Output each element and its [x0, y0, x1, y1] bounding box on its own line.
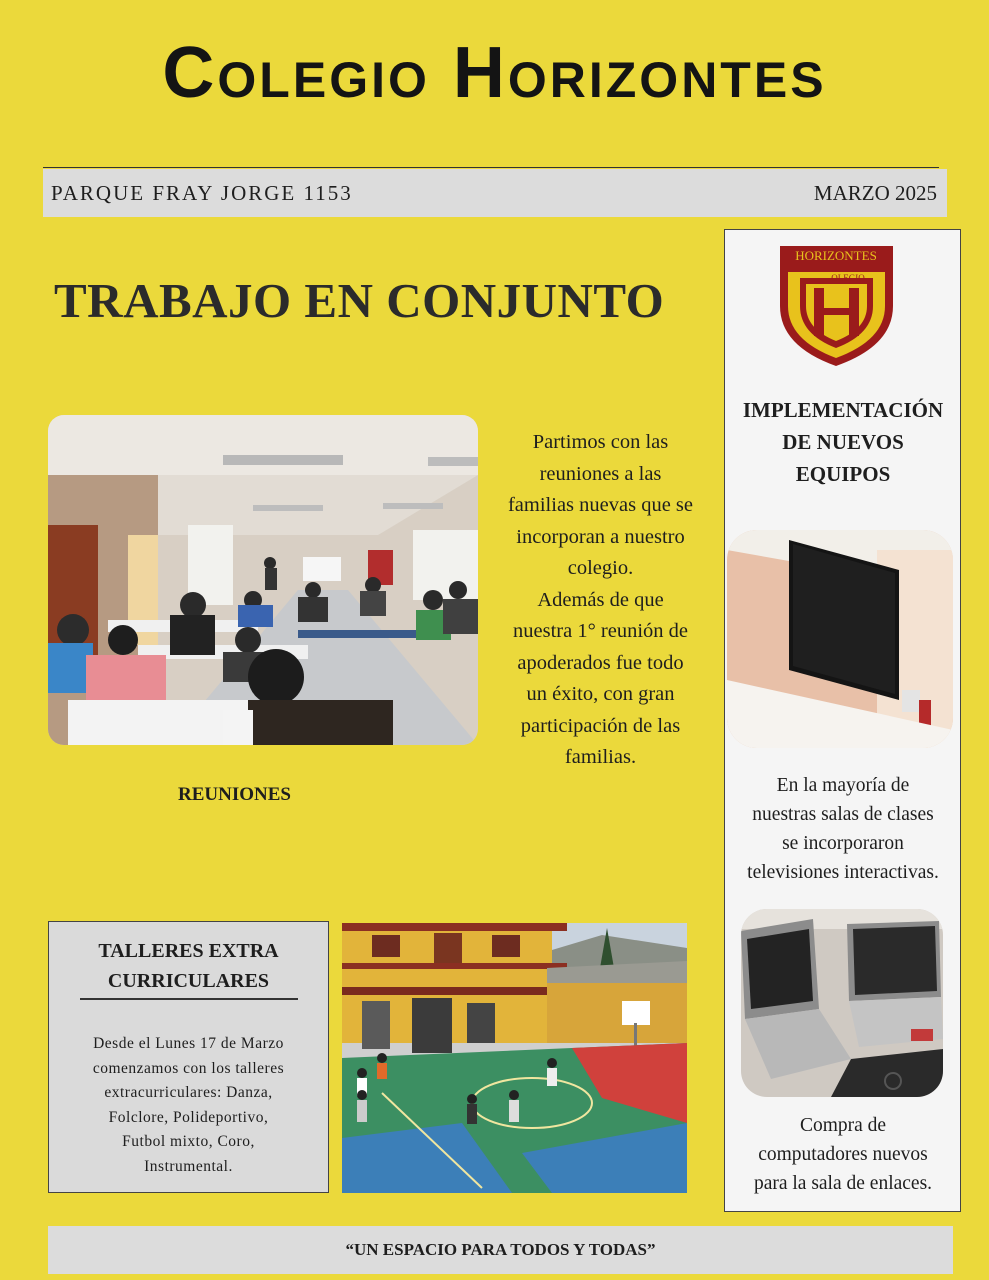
- interactive-tv-photo: [727, 530, 953, 748]
- text-line: familias nuevas que se: [507, 494, 693, 516]
- school-address: PARQUE FRAY JORGE 1153: [51, 180, 353, 205]
- computers-description: [725, 1111, 961, 1198]
- text-line: se incorporaron: [782, 833, 904, 854]
- text-line: para la sala de enlaces.: [753, 1173, 933, 1194]
- schoolyard-photo: [342, 923, 687, 1193]
- text-line: Instrumental.: [144, 1157, 233, 1175]
- photo-caption: REUNIONES: [178, 784, 291, 805]
- laptops-photo: [741, 909, 943, 1097]
- text-line: Partimos con las: [532, 431, 669, 453]
- text-line: incorporan a nuestro: [516, 525, 685, 548]
- main-headline: TRABAJO EN CONJUNTO: [54, 273, 665, 328]
- equipment-title-line: EQUIPOS: [795, 462, 891, 486]
- workshops-title: [49, 936, 328, 996]
- text-line: Futbol mixto, Coro,: [122, 1133, 255, 1150]
- workshops-divider: [80, 998, 298, 1000]
- workshops-box: [48, 921, 329, 1193]
- text-line: Además de que: [537, 588, 664, 611]
- text-line: reuniones a las: [539, 462, 662, 485]
- workshops-title-line: TALLERES EXTRA: [98, 940, 279, 962]
- text-line: Desde el Lunes 17 de Marzo: [93, 1035, 284, 1052]
- text-line: nuestra 1° reunión de: [513, 620, 688, 642]
- text-line: familias.: [564, 746, 637, 768]
- text-line: comenzamos con los talleres: [92, 1059, 285, 1077]
- text-line: colegio.: [567, 557, 634, 579]
- equipment-title-line: IMPLEMENTACIÓN: [742, 398, 944, 422]
- text-line: nuestras salas de clases: [752, 804, 934, 825]
- text-line: participación de las: [520, 714, 681, 737]
- crest-text-top: HORIZONTES: [795, 248, 877, 263]
- issue-date: MARZO 2025: [813, 180, 937, 205]
- newsletter-title: Colegio Horizontes: [162, 33, 827, 113]
- sidebar: [724, 229, 961, 1212]
- header-divider: [43, 167, 939, 168]
- text-line: En la mayoría de: [776, 775, 910, 796]
- meeting-photo: [48, 415, 478, 745]
- info-bar: [43, 169, 947, 217]
- text-line: computadores nuevos: [758, 1144, 928, 1165]
- workshops-title-line: CURRICULARES: [107, 970, 270, 992]
- footer-motto: “UN ESPACIO PARA TODOS Y TODAS”: [48, 1226, 953, 1274]
- tv-description: [725, 771, 961, 887]
- text-line: un éxito, con gran: [526, 683, 675, 705]
- school-crest-logo: [774, 236, 899, 370]
- text-line: Folclore, Polideportivo,: [108, 1108, 269, 1126]
- text-line: Compra de: [799, 1115, 887, 1136]
- text-line: apoderados fue todo: [517, 651, 684, 674]
- crest-text-bottom: OLEGIO: [831, 273, 865, 283]
- workshops-body: [49, 1032, 328, 1179]
- text-line: extracurriculares: Danza,: [104, 1084, 273, 1101]
- text-line: televisiones interactivas.: [747, 862, 939, 883]
- meeting-article-text: [488, 427, 713, 774]
- equipment-title-line: DE NUEVOS: [782, 430, 904, 454]
- equipment-title: [725, 394, 961, 490]
